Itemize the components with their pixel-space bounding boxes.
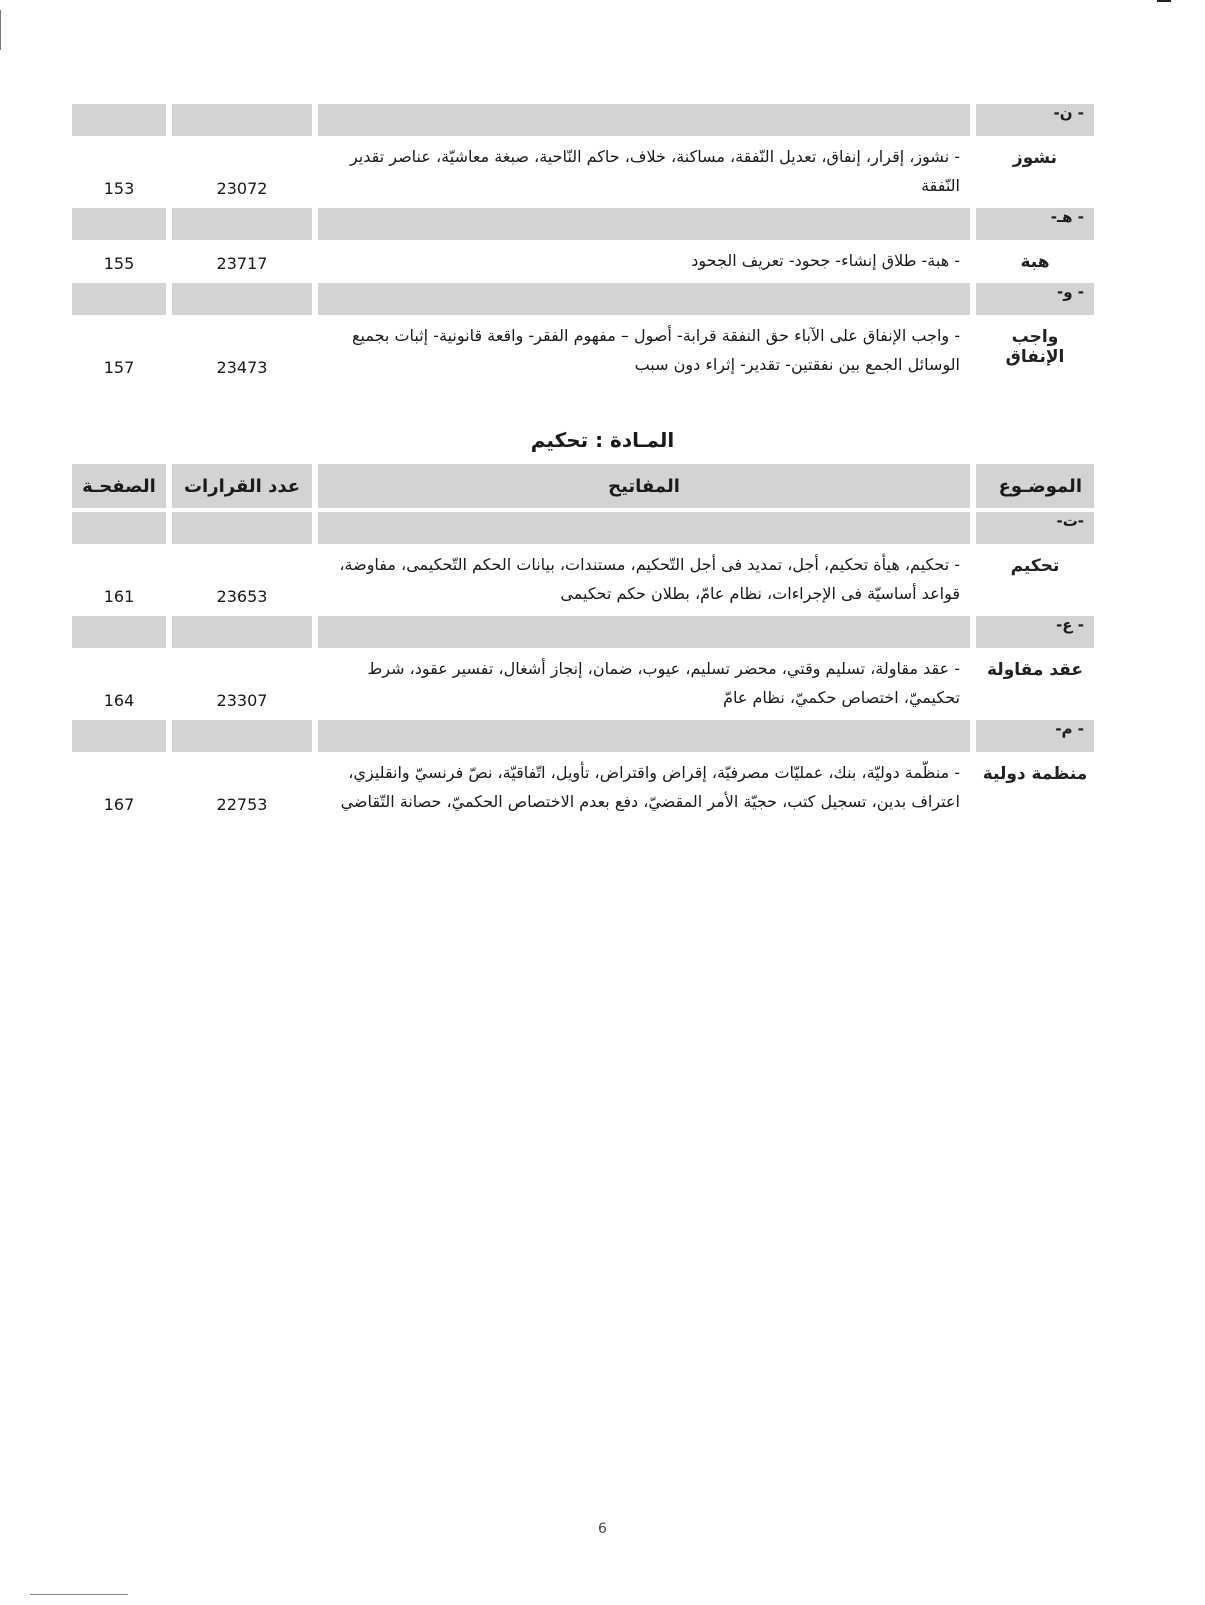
page-cell: 164 [103,691,135,710]
letter-band-row [72,283,1094,315]
keywords-cell: - عقد مقاولة، تسليم وقتي، محضر تسليم، عيوب، ضمان، إنجاز أشغال، تفسير عقود، شرط تحكيميّ، اختصاص حكميّ، نظام عامّ [367,659,960,707]
decision-count-cell: 23653 [216,587,268,606]
page-number: 6 [598,1521,607,1537]
band-count-cell [172,104,312,136]
band-page-cell [72,104,166,136]
header-keys: المفاتيح [318,464,970,508]
page-cell: 167 [103,795,135,814]
table-row [72,244,1094,279]
band-count-cell [172,720,312,752]
page-cell: 157 [103,358,135,377]
table-row [72,548,1094,612]
keywords-cell: - نشوز، إقرار، إنفاق، تعديل النّفقة، مساكنة، خلاف، حاكم النّاحية، صبغة معاشيّة، عناصر تقدير النّفقة [349,147,960,195]
keywords-cell: - تحكيم، هيأة تحكيم، أجل، تمديد فى أجل التّحكيم، مستندات، بيانات الحكم التّحكيمى، مفاوضة، قواعد أساسيّة فى الإجراءات، نظام عامّ، بطلان حكم تحكيمى [339,555,960,603]
index-table-body [72,104,1094,383]
letter-band-row [72,104,1094,136]
letter-band-row [72,208,1094,240]
keywords-cell: - واجب الإنفاق على الآباء حق النفقة قرابة- أصول – مفهوم الفقر- واقعة قانونية- إثبات بجميع الوسائل الجمع بين نفقتين- تقدير- إثراء دون سبب [352,326,960,374]
decision-count-cell: 23717 [216,254,268,273]
section-title: المـادة : تحكيم [530,428,675,452]
decision-count-cell: 23307 [216,691,268,710]
band-keys-cell [318,283,970,315]
subject-cell: هبة [1020,252,1050,272]
letter-band-row [72,720,1094,752]
band-keys-cell [318,208,970,240]
band-keys-cell [318,616,970,648]
table-row [72,140,1094,204]
subject-cell: تحكيم [1010,556,1060,576]
band-count-cell [172,616,312,648]
band-page-cell [72,512,166,544]
keywords-cell: - منظّمة دوليّة، بنك، عمليّات مصرفيّة، إقراض واقتراض، تأويل، اتّفاقيّة، نصّ فرنسيّ وانقليزي، اعتراف بدين، تسجيل كتب، حجيّة الأمر المقضيّ، دفع بعدم الاختصاص الحكميّ، حصانة التّقاضي [340,763,960,811]
header-subject: الموضـوع [976,464,1094,508]
subject-cell: نشوز [1012,148,1058,168]
header-page: الصفحـة [72,464,166,508]
index-table-continued [66,100,1100,387]
table-row [72,319,1094,383]
letter-heading: - م- [976,720,1094,752]
index-table-arbitration [66,460,1100,824]
band-keys-cell [318,512,970,544]
letter-band-row [72,512,1094,544]
decision-count-cell: 22753 [216,795,268,814]
letter-heading: - و- [976,283,1094,315]
header-count: عدد القرارات [172,464,312,508]
band-count-cell [172,512,312,544]
band-page-cell [72,616,166,648]
letter-band-row [72,616,1094,648]
subject-cell: واجب الإنفاق [1005,327,1065,367]
letter-heading: - هـ- [976,208,1094,240]
keywords-cell: - هبة- طلاق إنشاء- جحود- تعريف الجحود [691,251,960,270]
scan-bottom-line [30,1594,128,1595]
scan-edge-line [0,10,1,50]
letter-heading: -ت- [976,512,1094,544]
page-cell: 153 [103,179,135,198]
page-cell: 155 [103,254,135,273]
band-keys-cell [318,720,970,752]
table-row [72,652,1094,716]
band-page-cell [72,720,166,752]
decision-count-cell: 23072 [216,179,268,198]
decision-count-cell: 23473 [216,358,268,377]
corner-mark [1157,0,1171,2]
subject-cell: عقد مقاولة [987,660,1083,680]
letter-heading: - ع- [976,616,1094,648]
band-keys-cell [318,104,970,136]
table-row [72,756,1094,820]
subject-cell: منظمة دولية [982,764,1088,784]
index-table-body [72,512,1094,820]
table-header-row [72,464,1094,508]
letter-heading: - ن- [976,104,1094,136]
band-page-cell [72,208,166,240]
page-cell: 161 [103,587,135,606]
band-count-cell [172,208,312,240]
band-count-cell [172,283,312,315]
band-page-cell [72,283,166,315]
